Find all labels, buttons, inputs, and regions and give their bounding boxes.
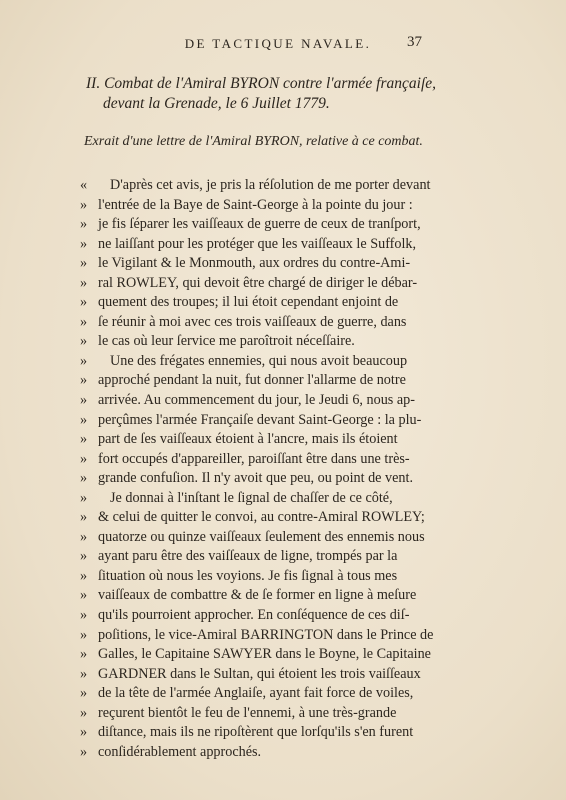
quote-mark: » [80, 743, 88, 760]
quote-mark: » [80, 587, 88, 604]
line-text: GARDNER dans le Sultan, qui étoient les trois vaiſſeaux [98, 665, 421, 682]
text-line [80, 411, 460, 431]
quote-mark: » [80, 411, 88, 428]
quote-mark: » [80, 431, 88, 448]
quote-mark: » [80, 372, 88, 389]
text-line [80, 665, 460, 685]
section-title-line-1: II. Combat de l'Amiral BYRON contre l'armée françaiſe, [86, 75, 437, 92]
line-text: ral ROWLEY, qui devoit être chargé de diriger le débar- [98, 274, 418, 291]
line-text: Je donnai à l'inſtant le ſignal de chaſſer de ce côté, [110, 489, 393, 506]
text-line [80, 450, 460, 470]
quote-mark: » [80, 255, 88, 272]
text-line [80, 235, 460, 255]
text-line [80, 508, 460, 528]
line-text: ſe réunir à moi avec ces trois vaiſſeaux de guerre, dans [98, 313, 407, 330]
line-text: vaiſſeaux de combattre & de ſe former en ligne à meſure [98, 587, 417, 604]
text-line [80, 176, 460, 196]
line-text: ſituation où nous les voyions. Je fis ſignal à tous mes [98, 567, 398, 584]
text-line [80, 332, 460, 352]
quote-mark: » [80, 216, 88, 233]
text-line [80, 547, 460, 567]
line-text: approché pendant la nuit, fut donner l'allarme de notre [98, 372, 406, 389]
text-line [80, 352, 460, 372]
line-text: diſtance, mais ils ne ripoſtèrent que lorſqu'ils s'en furent [98, 724, 414, 741]
line-text: D'après cet avis, je pris la réſolution de me porter devant [110, 177, 431, 193]
quote-mark: » [80, 274, 88, 291]
line-text: fort occupés d'appareiller, paroiſſant être dans une très- [98, 450, 410, 467]
text-line [80, 391, 460, 411]
quote-mark: » [80, 567, 88, 584]
text-line [80, 313, 460, 333]
quote-mark: » [80, 352, 88, 369]
quote-mark: » [80, 235, 88, 252]
quote-mark: » [80, 294, 88, 311]
quote-mark: » [80, 489, 88, 506]
quote-mark: « [80, 177, 88, 193]
running-head: DE TACTIQUE NAVALE. [184, 36, 372, 51]
section-title-line-2: devant la Grenade, le 6 Juillet 1779. [103, 95, 330, 112]
line-text: l'entrée de la Baye de Saint-George à la pointe du jour : [98, 196, 413, 213]
quote-mark: » [80, 626, 88, 643]
line-text: reçurent bientôt le feu de l'ennemi, à une très-grande [98, 704, 397, 721]
quote-mark: » [80, 392, 88, 409]
text-line [80, 586, 460, 606]
quote-mark: » [80, 704, 88, 721]
page-number: 37 [407, 34, 422, 50]
quote-mark: » [80, 607, 88, 624]
line-text: de la tête de l'armée Anglaiſe, ayant fait force de voiles, [98, 685, 414, 702]
text-line [80, 469, 460, 489]
line-text: quatorze ou quinze vaiſſeaux ſeulement des ennemis nous [98, 528, 425, 545]
text-line [80, 626, 460, 646]
quote-mark: » [80, 313, 88, 330]
line-text: ayant paru être des vaiſſeaux de ligne, trompés par la [98, 548, 398, 565]
quote-mark: » [80, 333, 88, 350]
line-text: qu'ils pourroient approcher. En conſéquence de ces diſ- [98, 607, 410, 624]
text-line [80, 645, 460, 665]
line-text: & celui de quitter le convoi, au contre-Amiral ROWLEY; [98, 509, 425, 526]
text-line [80, 254, 460, 274]
text-line [80, 567, 460, 587]
line-text: le Vigilant & le Monmouth, aux ordres du contre-Ami- [98, 255, 411, 272]
line-text: le cas où leur ſervice me paroîtroit néceſſaire. [98, 333, 355, 350]
quote-mark: » [80, 665, 88, 682]
line-text: arrivée. Au commencement du jour, le Jeudi 6, nous ap- [98, 392, 415, 409]
quote-mark: » [80, 196, 88, 213]
text-line [80, 293, 460, 313]
text-line [80, 606, 460, 626]
text-line [80, 215, 460, 235]
text-line [80, 743, 460, 763]
quote-mark: » [80, 509, 88, 526]
line-text: Galles, le Capitaine SAWYER dans le Boyne, le Capitaine [98, 646, 431, 663]
line-text: Une des frégates ennemies, qui nous avoit beaucoup [110, 352, 408, 369]
quote-mark: » [80, 450, 88, 467]
line-text: grande confuſion. Il n'y avoit que peu, ou point de vent. [98, 470, 413, 487]
quote-mark: » [80, 685, 88, 702]
text-line [80, 274, 460, 294]
text-line [80, 430, 460, 450]
extract-title: Exrait d'une lettre de l'Amiral BYRON, relative à ce combat. [84, 134, 423, 149]
quote-mark: » [80, 470, 88, 487]
text-line [80, 723, 460, 743]
line-text: quement des troupes; il lui étoit cependant enjoint de [98, 294, 399, 311]
text-line [80, 528, 460, 548]
letter-text [80, 176, 460, 762]
section-title [86, 74, 446, 114]
line-text: part de ſes vaiſſeaux étoient à l'ancre, mais ils étoient [98, 431, 398, 448]
line-text: conſidérablement approchés. [98, 743, 262, 760]
text-line [80, 489, 460, 509]
line-text: perçûmes l'armée Françaiſe devant Saint-George : la plu- [98, 411, 422, 428]
text-line [80, 371, 460, 391]
text-line [80, 704, 460, 724]
text-line [80, 684, 460, 704]
line-text: je fis ſéparer les vaiſſeaux de guerre de ceux de tranſport, [98, 216, 421, 233]
quote-mark: » [80, 724, 88, 741]
quote-mark: » [80, 646, 88, 663]
quote-mark: » [80, 528, 88, 545]
line-text: ne laiſſant pour les protéger que les vaiſſeaux le Suffolk, [98, 235, 417, 252]
quote-mark: » [80, 548, 88, 565]
line-text: poſitions, le vice-Amiral BARRINGTON dans le Prince de [98, 626, 434, 643]
text-line [80, 196, 460, 216]
